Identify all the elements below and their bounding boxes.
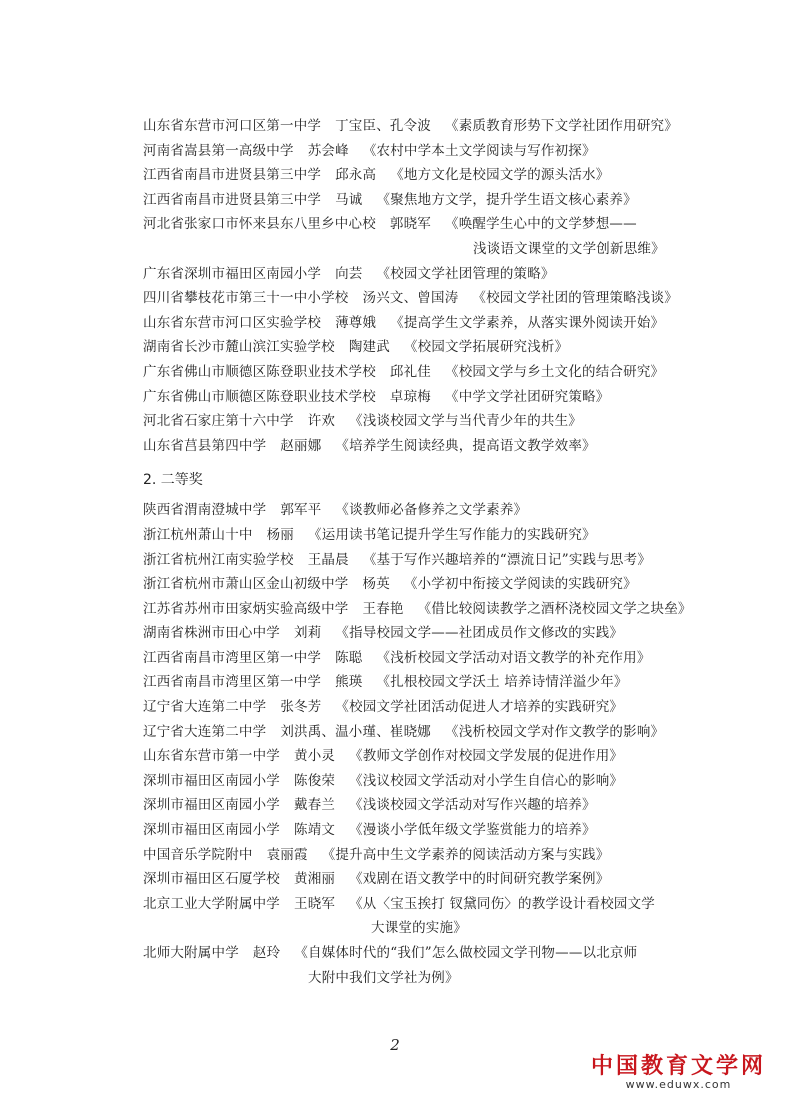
entry-school: 四川省攀枝花市第三十一中小学校 (143, 290, 349, 307)
award-entry (143, 892, 723, 941)
entry-title: 《小学初中衔接文学阅读的实践研究》 (403, 576, 637, 593)
entry-school: 江苏省苏州市田家炳实验高级中学 (143, 600, 349, 617)
entry-authors: 王春艳 (362, 600, 404, 617)
entry-school: 湖南省株洲市田心中学 (143, 625, 280, 642)
award-list-content (143, 114, 723, 990)
entry-title: 《聚焦地方文学，提升学生语文核心素养》 (376, 191, 637, 208)
entry-school: 湖南省长沙市麓山滨江实验学校 (143, 339, 335, 356)
award-entry (143, 335, 723, 360)
entry-authors: 丁宝臣、孔令波 (335, 118, 432, 134)
award-entry (143, 597, 723, 622)
entry-school: 浙江杭州萧山十中 (143, 526, 253, 543)
entry-school: 陕西省渭南澄城中学 (143, 502, 267, 519)
entry-title: 《借比较阅读教学之酒杯浇校园文学之块垒》 (417, 600, 692, 617)
entry-title: 《浅谈校园文学活动对写作兴趣的培养》 (349, 797, 596, 814)
entry-title: 《提升高中生文学素养的阅读活动方案与实践》 (321, 846, 610, 863)
entry-authors: 向芸 (335, 265, 363, 282)
entry-title: 《教师文学创作对校园文学发展的促进作用》 (349, 748, 624, 765)
award-entry (143, 212, 723, 261)
entry-school: 浙江省杭州江南实验学校 (143, 551, 294, 568)
entry-title: 《校园文学社团的管理策略浅谈》 (472, 290, 678, 307)
entry-authors: 陶建武 (348, 339, 390, 356)
entry-school: 河北省张家口市怀来县东八里乡中心校 (143, 216, 376, 233)
entry-title-continuation: 浅谈语文课堂的文学创新思维》 (473, 240, 665, 257)
entry-school: 山东省东营市河口区实验学校 (143, 314, 322, 331)
entry-title: 《浅谈校园文学与当代青少年的共生》 (349, 413, 583, 430)
entry-title-continuation: 大课堂的实施》 (371, 920, 467, 937)
entry-authors: 郭晓军 (389, 216, 432, 233)
entry-school: 北师大附属中学 (143, 945, 239, 961)
entry-authors: 杨英 (362, 576, 390, 593)
entry-title: 《校园文学与乡土文化的结合研究》 (445, 363, 665, 380)
entry-title: 《校园文学拓展研究浅析》 (403, 339, 569, 356)
entry-authors: 陈聪 (335, 649, 363, 666)
entry-authors: 黄小灵 (294, 748, 336, 765)
entry-title: 《校园文学社团活动促进人才培养的实践研究》 (335, 699, 624, 716)
entry-authors: 黄湘丽 (294, 871, 336, 888)
watermark-site-name: 中国教育文学网 (590, 1053, 766, 1079)
award-entry (143, 114, 723, 139)
entry-title: 《自媒体时代的“我们”怎么做校园文学刊物——以北京师 (294, 945, 638, 961)
entry-authors: 马诚 (335, 191, 363, 208)
entry-title: 《指导校园文学——社团成员作文修改的实践》 (335, 625, 624, 642)
award-entry (143, 793, 723, 818)
award-entry (143, 670, 723, 695)
entry-title: 《从〈宝玉挨打 钗黛同伤〉的教学设计看校园文学 (349, 895, 655, 912)
entry-school: 北京工业大学附属中学 (143, 895, 280, 912)
entry-title-continuation: 大附中我们文学社为例》 (308, 969, 459, 986)
entry-school: 中国音乐学院附中 (143, 846, 253, 863)
entry-authors: 陈俊荣 (294, 772, 336, 789)
award-entry (143, 262, 723, 287)
entry-authors: 赵丽娜 (280, 437, 322, 454)
award-entry (143, 163, 723, 188)
entry-title: 《戏剧在语文教学中的时间研究教学案例》 (349, 871, 610, 888)
award-entry (143, 572, 723, 597)
award-entry (143, 941, 723, 990)
entry-school: 河北省石家庄第十六中学 (143, 413, 294, 430)
entry-authors: 陈靖文 (294, 822, 336, 839)
entry-authors: 邱永高 (335, 167, 377, 184)
entry-school: 江西省南昌市进贤县第三中学 (143, 191, 322, 208)
award-entry (143, 311, 723, 336)
entry-school: 山东省东营市第一中学 (143, 748, 280, 765)
award-entry (143, 498, 723, 523)
entry-school: 江西省南昌市进贤县第三中学 (143, 167, 322, 184)
entry-authors: 郭军平 (280, 502, 322, 519)
entry-title: 《浅析校园文学对作文教学的影响》 (445, 723, 665, 740)
entry-authors: 刘洪禹、温小瑾、崔晓娜 (280, 723, 432, 740)
entry-school: 广东省佛山市顺德区陈登职业技术学校 (143, 363, 376, 380)
entry-school: 辽宁省大连第二中学 (143, 699, 267, 716)
entry-title: 《浅议校园文学活动对小学生自信心的影响》 (349, 772, 624, 789)
award-entry (143, 695, 723, 720)
second-prize-heading: 2. 二等奖 (143, 472, 203, 489)
entry-title: 《地方文化是校园文学的源头活水》 (390, 167, 610, 184)
award-entry (143, 843, 723, 868)
entry-school: 山东省莒县第四中学 (143, 437, 267, 454)
award-entry (143, 385, 723, 410)
award-entry (143, 360, 723, 385)
entry-school: 深圳市福田区南园小学 (143, 772, 280, 789)
entry-authors: 王晶晨 (307, 551, 349, 568)
award-entry (143, 434, 723, 459)
entry-school: 江西省南昌市湾里区第一中学 (143, 649, 322, 666)
page-number: 2 (390, 1036, 400, 1054)
entry-authors: 张冬芳 (280, 699, 322, 716)
entry-authors: 卓琼梅 (389, 388, 432, 405)
award-entry (143, 818, 723, 843)
award-entry (143, 548, 723, 573)
entry-school: 广东省佛山市顺德区陈登职业技术学校 (143, 388, 376, 405)
award-entry (143, 188, 723, 213)
award-entry (143, 621, 723, 646)
entry-authors: 袁丽霞 (266, 846, 308, 863)
entry-title: 《谈教师必备修养之文学素养》 (335, 502, 528, 519)
entry-title: 《农村中学本土文学阅读与写作初探》 (362, 142, 596, 159)
entry-school: 深圳市福田区南园小学 (143, 822, 280, 839)
entry-authors: 薄尊娥 (335, 314, 377, 331)
award-entry (143, 744, 723, 769)
entry-school: 深圳市福田区石厦学校 (143, 871, 280, 888)
entry-authors: 邱礼佳 (389, 363, 432, 380)
entry-authors: 杨丽 (266, 526, 295, 543)
entry-title: 《唤醒学生心中的文学梦想—— (445, 216, 637, 233)
entry-school: 深圳市福田区南园小学 (143, 797, 280, 814)
award-entry (143, 409, 723, 434)
entry-title: 《培养学生阅读经典，提高语文教学效率》 (335, 437, 596, 454)
entry-title: 《中学文学社团研究策略》 (445, 388, 610, 405)
entry-authors: 刘莉 (294, 625, 322, 642)
entry-title: 《校园文学社团管理的策略》 (376, 265, 555, 282)
entry-authors: 汤兴文、曾国涛 (362, 290, 459, 307)
entry-school: 广东省深圳市福田区南园小学 (143, 265, 322, 282)
entry-title: 《提高学生文学素养，从落实课外阅读开始》 (390, 314, 665, 331)
entry-authors: 许欢 (307, 413, 336, 430)
award-entry (143, 523, 723, 548)
watermark-site-url[interactable]: www.eduwx.com (625, 1078, 732, 1091)
entry-title: 《基于写作兴趣培养的“漂流日记”实践与思考》 (362, 551, 652, 568)
entry-authors: 熊瑛 (335, 674, 363, 691)
entry-authors: 戴春兰 (294, 797, 336, 814)
award-entry (143, 867, 723, 892)
award-entry (143, 646, 723, 671)
site-watermark[interactable] (591, 1054, 766, 1092)
entry-authors: 赵玲 (252, 945, 281, 961)
award-entry (143, 286, 723, 311)
entry-title: 《运用读书笔记提升学生写作能力的实践研究》 (308, 526, 596, 543)
entry-authors: 苏会峰 (307, 142, 349, 159)
entry-title: 《素质教育形势下文学社团作用研究》 (445, 118, 678, 134)
entry-school: 山东省东营市河口区第一中学 (143, 118, 322, 134)
award-entry (143, 139, 723, 164)
entry-title: 《漫谈小学低年级文学鉴赏能力的培养》 (349, 822, 596, 839)
entry-title: 《扎根校园文学沃土 培养诗情洋溢少年》 (376, 674, 628, 691)
entry-school: 辽宁省大连第二中学 (143, 723, 267, 740)
entry-school: 江西省南昌市湾里区第一中学 (143, 674, 322, 691)
award-entry (143, 720, 723, 745)
entry-authors: 王晓军 (294, 895, 336, 912)
entry-school: 浙江省杭州市萧山区金山初级中学 (143, 576, 349, 593)
award-entry (143, 769, 723, 794)
entry-school: 河南省嵩县第一高级中学 (143, 142, 294, 159)
entry-title: 《浅析校园文学活动对语文教学的补充作用》 (376, 649, 651, 666)
